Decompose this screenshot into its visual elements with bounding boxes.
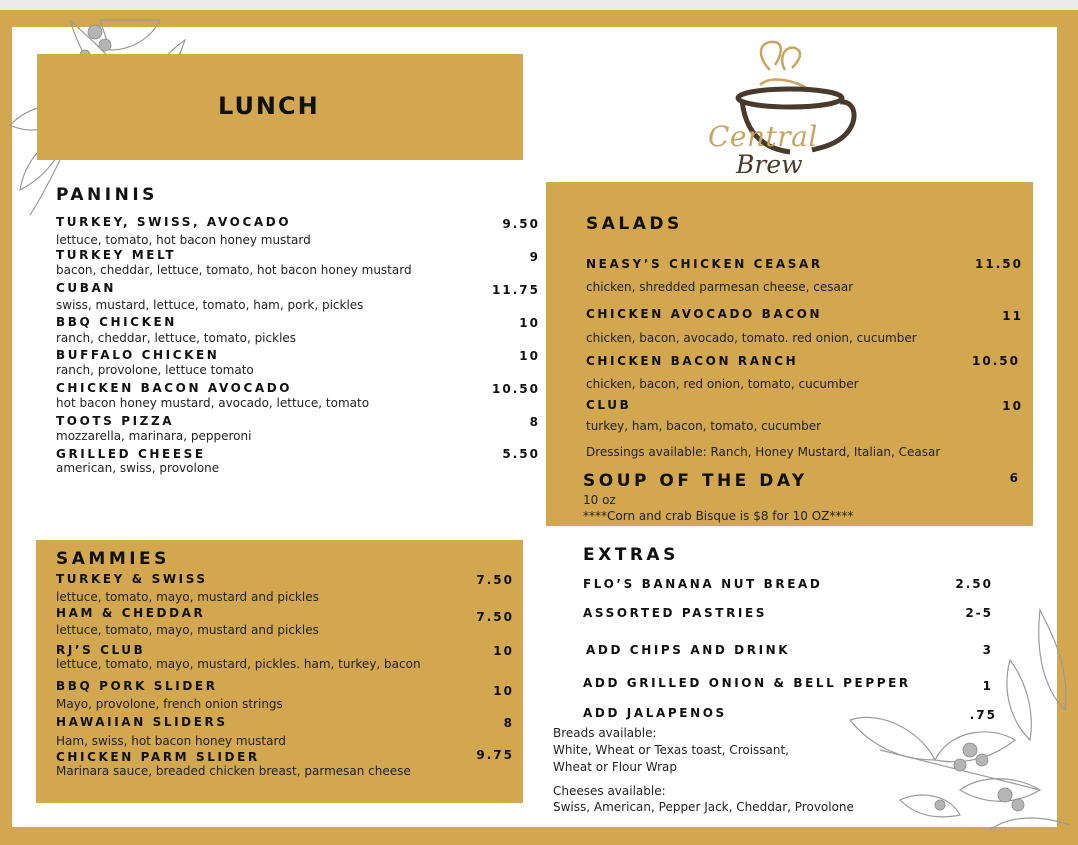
menu-item-name: FLO’S BANANA NUT BREAD [583,577,823,591]
menu-item-name: HAM & CHEDDAR [56,606,206,620]
menu-item-price: 9 [529,250,540,264]
menu-item-name: TURKEY, SWISS, AVOCADO [56,215,292,229]
menu-item-name: ASSORTED PASTRIES [583,606,768,620]
menu-item-name: BUFFALO CHICKEN [56,348,220,362]
menu-item-name: HAWAIIAN SLIDERS [56,715,228,729]
menu-item-description: ranch, cheddar, lettuce, tomato, pickles [56,331,297,345]
menu-item-name: TOOTS PIZZA [56,414,175,428]
menu-item-description: american, swiss, provolone [56,461,220,475]
section-title-extras: EXTRAS [583,545,679,565]
menu-item-name: ADD CHIPS AND DRINK [586,643,791,657]
menu-item-price: 10 [1002,399,1023,413]
menu-item-price: 10.50 [972,354,1020,368]
section-title-sammies: SAMMIES [56,549,170,569]
menu-item-description: lettuce, tomato, hot bacon honey mustard [56,233,311,247]
breads-line: Wheat or Flour Wrap [553,760,677,774]
menu-item-name: BBQ CHICKEN [56,315,177,329]
page-title: LUNCH [218,92,320,120]
coffee-leaf-decoration-icon [840,600,1078,845]
menu-item-price: 8 [529,415,540,429]
breads-line: White, Wheat or Texas toast, Croissant, [553,743,790,757]
menu-item-price: .75 [969,708,997,722]
menu-item-price: 10 [519,316,540,330]
section-title-salads: SALADS [586,214,683,234]
menu-item-description: lettuce, tomato, mayo, mustard and pickles [56,590,319,604]
menu-item-price: 10 [519,349,540,363]
menu-item-description: lettuce, tomato, mayo, mustard, pickles. ham, turkey, bacon [56,657,421,671]
menu-item-price: 11.75 [492,283,540,297]
menu-item-description: mozzarella, marinara, pepperoni [56,429,252,443]
menu-item-name: CUBAN [56,281,117,295]
menu-item-description: turkey, ham, bacon, tomato, cucumber [586,419,822,433]
cheeses-label: Cheeses available: [553,784,666,798]
menu-item-description: hot bacon honey mustard, avocado, lettuce, tomato [56,396,370,410]
menu-item-price: 9.50 [502,217,540,231]
menu-item-name: TURKEY MELT [56,248,177,262]
menu-item-description: ranch, provolone, lettuce tomato [56,363,254,377]
menu-item-description: Ham, swiss, hot bacon honey mustard [56,734,286,748]
dressings-note: Dressings available: Ranch, Honey Mustard, Italian, Ceasar [586,445,941,459]
menu-item-description: chicken, bacon, avocado, tomato. red onion, cucumber [586,331,917,345]
menu-item-price: 10 [493,684,514,698]
brand-name-line2: Brew [736,150,803,179]
menu-item-name: ADD JALAPENOS [583,706,727,720]
menu-item-name: TURKEY & SWISS [56,572,208,586]
menu-item-description: lettuce, tomato, mayo, mustard and pickles [56,623,319,637]
menu-item-price: 9.75 [476,748,514,762]
brand-name-line1: Central [708,120,818,153]
menu-item-name: RJ’S CLUB [56,643,146,657]
menu-item-name: CHICKEN BACON RANCH [586,354,799,368]
menu-item-name: CHICKEN PARM SLIDER [56,750,260,764]
menu-item-price: 5.50 [502,447,540,461]
menu-item-price: 7.50 [476,610,514,624]
soup-note: ****Corn and crab Bisque is $8 for 10 OZ**** [583,509,854,523]
menu-item-price: 1 [982,679,993,693]
soup-size: 10 oz [583,493,616,507]
menu-item-name: BBQ PORK SLIDER [56,679,218,693]
menu-item-description: Marinara sauce, breaded chicken breast, parmesan cheese [56,764,411,778]
menu-item-price: 3 [982,643,993,657]
menu-item-name: NEASY’S CHICKEN CEASAR [586,257,823,271]
menu-item-description: chicken, bacon, red onion, tomato, cucumber [586,377,859,391]
menu-item-description: Mayo, provolone, french onion strings [56,697,283,711]
menu-item-price: 7.50 [476,573,514,587]
menu-item-price: 2.50 [955,577,993,591]
soup-price: 6 [1009,471,1020,485]
menu-item-name: GRILLED CHEESE [56,447,206,461]
section-title-soup: SOUP OF THE DAY [583,471,808,491]
menu-item-description: chicken, shredded parmesan cheese, cesaar [586,280,854,294]
menu-item-price: 10 [493,644,514,658]
menu-item-price: 8 [503,716,514,730]
breads-label: Breads available: [553,726,657,740]
menu-item-description: bacon, cheddar, lettuce, tomato, hot bacon honey mustard [56,263,412,277]
menu-item-price: 10.50 [492,382,540,396]
menu-item-description: swiss, mustard, lettuce, tomato, ham, pork, pickles [56,298,364,312]
menu-item-name: CLUB [586,398,632,412]
menu-item-name: ADD GRILLED ONION & BELL PEPPER [583,676,911,690]
menu-item-name: CHICKEN BACON AVOCADO [56,381,293,395]
section-title-paninis: PANINIS [56,185,158,205]
menu-item-price: 2-5 [965,606,993,620]
menu-item-name: CHICKEN AVOCADO BACON [586,307,823,321]
menu-item-price: 11.50 [975,257,1023,271]
menu-item-price: 11 [1002,309,1023,323]
cheeses-line: Swiss, American, Pepper Jack, Cheddar, Provolone [553,800,854,814]
